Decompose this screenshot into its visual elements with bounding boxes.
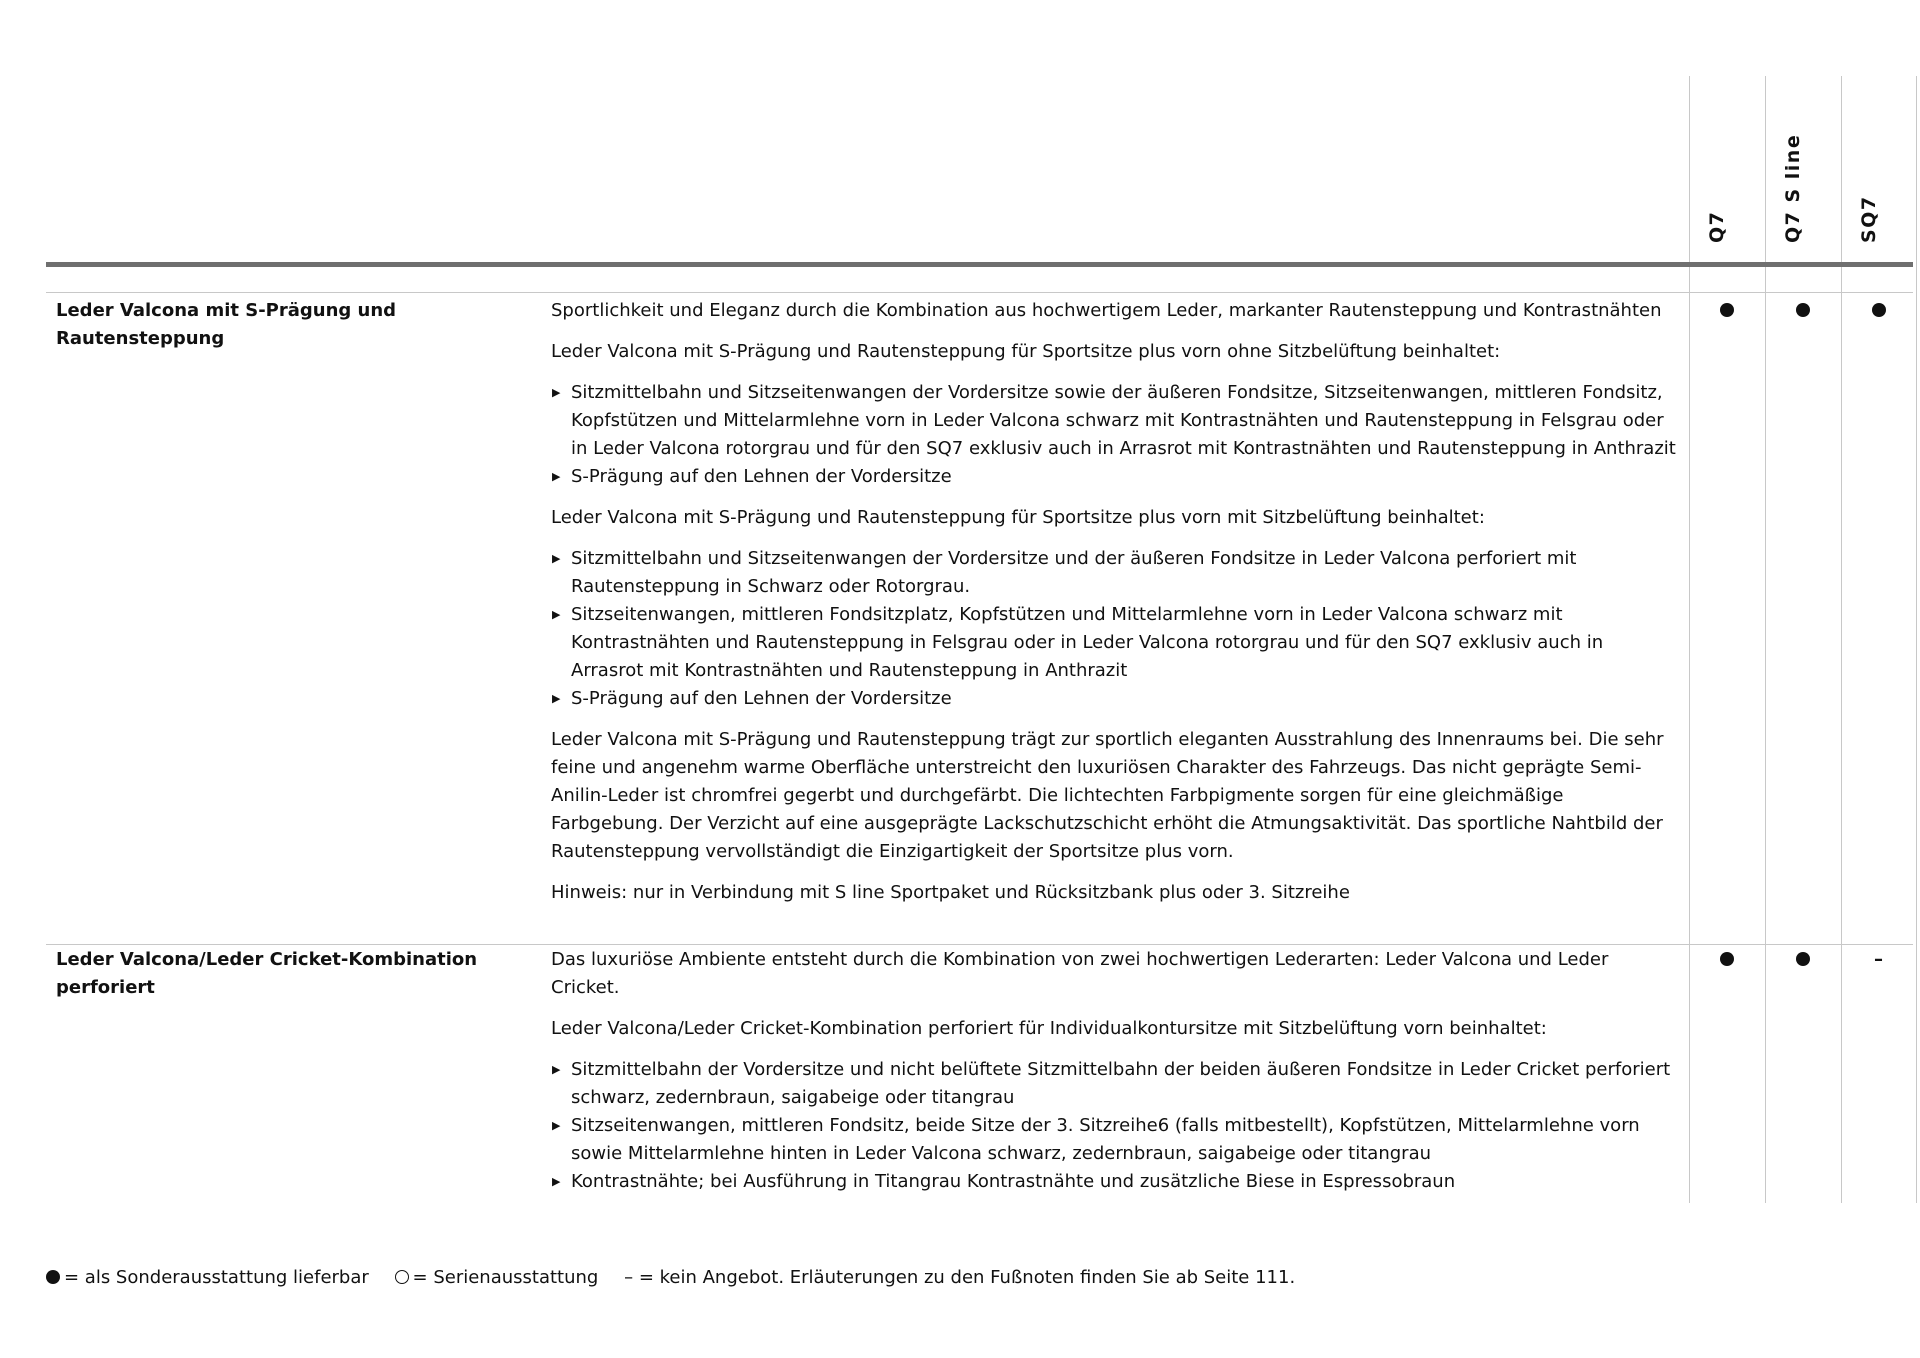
optional-dot-icon: [1796, 303, 1810, 317]
header-rule: [46, 262, 1913, 267]
list-item: ▶ S-Prägung auf den Lehnen der Vordersitze: [551, 685, 1676, 713]
optional-dot-icon: [1872, 303, 1886, 317]
list-item: ▶ Kontrastnähte; bei Ausführung in Titangrau Kontrastnähte und zusätzliche Biese in Espressobraun: [551, 1168, 1676, 1196]
availability-sq7: [1841, 946, 1916, 974]
list-item: ▶ Sitzmittelbahn der Vordersitze und nicht belüftete Sitzmittelbahn der beiden äußeren Fondsitze in Leder Cricket perforiert schwarz, zedernbraun, saigabeige oder titangrau: [551, 1056, 1676, 1112]
not-available-dash: –: [1874, 949, 1883, 970]
row-intro: Das luxuriöse Ambiente entsteht durch die Kombination von zwei hochwertigen Lederarten: Leder Valcona und Leder Cricket.: [551, 949, 1609, 998]
row-note: Hinweis: nur in Verbindung mit S line Sportpaket und Rücksitzbank plus oder 3. Sitzreihe: [551, 882, 1350, 903]
legend: [46, 1267, 1295, 1288]
section-rule: [46, 292, 1913, 293]
optional-dot-icon: [46, 1270, 60, 1284]
list-item: ▶ Sitzmittelbahn und Sitzseitenwangen der Vordersitze sowie der äußeren Fondsitze, Sitzseitenwangen, mittleren Fondsitz, Kopfstützen und Mittelarmlehne vorn in Leder Valcona schwarz mit Kontrastnähten und Rautensteppung in Felsgrau oder in Leder Valcona rotorgrau und für den SQ7 exklusiv auch in Arrasrot mit Kontrastnähten und Rautensteppung in Anthrazit: [551, 379, 1676, 463]
legend-optional: = als Sonderausstattung lieferbar: [64, 1267, 369, 1288]
row-title: Leder Valcona mit S-Prägung und Rautensteppung: [56, 300, 397, 349]
group-title: Leder Valcona/Leder Cricket-Kombination perforiert für Individualkontursitze mit Sitzbelüftung vorn beinhaltet:: [551, 1018, 1547, 1039]
bullet-list: [551, 1056, 1676, 1196]
row-description: [551, 297, 1676, 920]
bullet-list: [551, 379, 1676, 491]
legend-standard: = Serienausstattung: [412, 1267, 599, 1288]
list-item: ▶ Sitzseitenwangen, mittleren Fondsitz, beide Sitze der 3. Sitzreihe6 (falls mitbestellt), Kopfstützen, Mittelarmlehne vorn sowie Mittelarmlehne hinten in Leder Valcona schwarz, zedernbraun, saigabeige oder titangrau: [551, 1112, 1676, 1168]
list-item: ▶ Sitzmittelbahn und Sitzseitenwangen der Vordersitze und der äußeren Fondsitze in Leder Valcona perforiert mit Rautensteppung in Schwarz oder Rotorgrau.: [551, 545, 1676, 601]
legend-none: – = kein Angebot. Erläuterungen zu den Fußnoten finden Sie ab Seite 111.: [624, 1267, 1296, 1288]
group-title: Leder Valcona mit S-Prägung und Rautensteppung für Sportsitze plus vorn ohne Sitzbelüftung beinhaltet:: [551, 341, 1501, 362]
optional-dot-icon: [1720, 952, 1734, 966]
optional-dot-icon: [1720, 303, 1734, 317]
group-title: Leder Valcona mit S-Prägung und Rautensteppung für Sportsitze plus vorn mit Sitzbelüftung beinhaltet:: [551, 507, 1485, 528]
row-description: [551, 946, 1676, 1209]
availability-sq7: [1841, 297, 1916, 325]
row-intro: Sportlichkeit und Eleganz durch die Kombination aus hochwertigem Leder, markanter Rautensteppung und Kontrastnähten: [551, 300, 1662, 321]
model-header-q7: Q7: [1705, 210, 1728, 243]
model-header-q7-s-line: Q7 S line: [1781, 133, 1804, 243]
availability-q7: [1689, 946, 1764, 974]
list-item: ▶ S-Prägung auf den Lehnen der Vordersitze: [551, 463, 1676, 491]
list-item: ▶ Sitzseitenwangen, mittleren Fondsitzplatz, Kopfstützen und Mittelarmlehne vorn in Leder Valcona schwarz mit Kontrastnähten und Rautensteppung in Felsgrau oder in Leder Valcona rotorgrau und für den SQ7 exklusiv auch in Arrasrot mit Kontrastnähten und Rautensteppung in Anthrazit: [551, 601, 1676, 685]
bullet-list: [551, 545, 1676, 713]
availability-q7-s-line: [1765, 297, 1840, 325]
availability-q7-s-line: [1765, 946, 1840, 974]
availability-q7: [1689, 297, 1764, 325]
row-title: Leder Valcona/Leder Cricket-Kombination perforiert: [56, 949, 478, 998]
column-divider: [1916, 76, 1917, 1203]
model-header-sq7: SQ7: [1857, 195, 1880, 243]
standard-circle-icon: [395, 1270, 409, 1284]
section-rule: [46, 944, 1913, 945]
row-long-description: Leder Valcona mit S-Prägung und Rautensteppung trägt zur sportlich eleganten Ausstrahlung des Innenraums bei. Die sehr feine und angenehm warme Oberfläche unterstreicht den luxuriösen Charakter des Fahrzeugs. Das nicht geprägte Semi-Anilin-Leder ist chromfrei gegerbt und durchgefärbt. Die lichtechten Farbpigmente sorgen für eine gleichmäßige Farbgebung. Der Verzicht auf eine ausgeprägte Lackschutzschicht erhöht die Atmungsaktivität. Das sportliche Nahtbild der Rautensteppung vervollständigt die Einzigartigkeit der Sportsitze plus vorn.: [551, 729, 1664, 862]
optional-dot-icon: [1796, 952, 1810, 966]
